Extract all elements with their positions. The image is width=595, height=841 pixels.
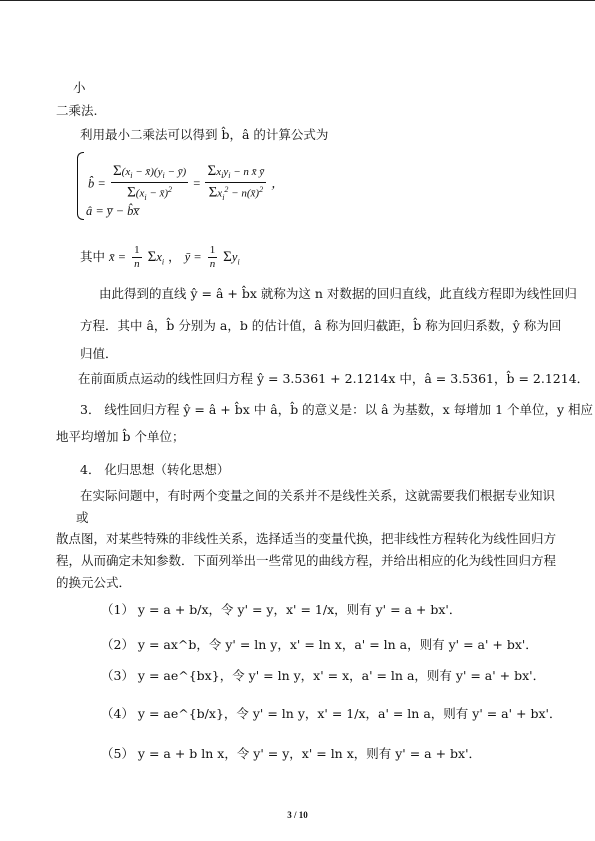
formula-b-lhs: b̂ = bbox=[88, 176, 106, 191]
paragraph-5: 3． 线性回归方程 ŷ = â + b̂x 中 â，b̂ 的意义是：以 â 为基数，x 每增加 1 个单位，y 相应 bbox=[80, 402, 594, 417]
paragraph-9: 或 bbox=[76, 510, 89, 525]
text-line-2: 二乘法. bbox=[56, 103, 98, 118]
curve-equation-4: （4） y = ae^{b/x}，令 y' = ln y，x' = 1/x，a' = ln a，则有 y' = a' + bx'． bbox=[101, 706, 562, 721]
top-rule bbox=[0, 0, 595, 1]
paragraph-11: 程，从而确定未知参数．下面列举出一些常见的曲线方程，并给出相应的化为线性回归方程 bbox=[56, 553, 557, 568]
formula-brace bbox=[77, 152, 84, 220]
page-number: 3 / 10 bbox=[287, 810, 308, 820]
paragraph-3: 归值． bbox=[80, 346, 118, 361]
formula-b-rhs: ， bbox=[271, 176, 284, 191]
formula-b: b̂ = $\frac{\Sigma(x_i - x̄)(y_i - ȳ)}{\Sigma(x_i - x̄)^2}$ = $\frac{\Sigma x_iy_i - n x̄ ȳ}{\Sigma x_i^2 - n(x̄)^2}$ ， bbox=[88, 163, 284, 203]
formula-a: â = y̅ − b̂x̅ bbox=[86, 204, 139, 218]
paragraph-8: 在实际问题中，有时两个变量之间的关系并不是线性关系，这就需要我们根据专业知识 bbox=[80, 488, 556, 503]
text-line-1: 小 bbox=[73, 80, 86, 95]
curve-equation-5: （5） y = a + b ln x，令 y' = y，x' = ln x，则有 y' = a + bx'． bbox=[101, 746, 482, 761]
curve-equation-2: （2） y = ax^b，令 y' = ln y，x' = ln x，a' = ln a，则有 y' = a' + bx'． bbox=[101, 637, 538, 652]
paragraph-1: 由此得到的直线 ŷ = â + b̂x 就称为这 n 对数据的回归直线，此直线方程即为线性回归 bbox=[99, 286, 577, 301]
paragraph-4: 在前面质点运动的线性回归方程 ŷ = 3.5361 + 2.1214x 中，â = 3.5361，b̂ = 2.1214． bbox=[78, 371, 590, 386]
paragraph-12: 的换元公式． bbox=[56, 575, 132, 590]
paragraph-2: 方程．其中 â，b̂ 分别为 a，b 的估计值，â 称为回归截距，b̂ 称为回归系数，ŷ 称为回 bbox=[80, 318, 562, 333]
text-line-3: 利用最小二乘法可以得到 b̂，â 的计算公式为 bbox=[80, 127, 329, 142]
curve-equation-1: （1） y = a + b/x，令 y' = y，x' = 1/x，则有 y' = a + bx'． bbox=[101, 602, 462, 617]
fraction-1: $\frac{\Sigma(x_i - x̄)(y_i - ȳ)}{\Sigma(x_i - x̄)^2}$ bbox=[112, 163, 187, 203]
paragraph-10: 散点图，对某些特殊的非线性关系，选择适当的变量代换，把非线性方程转化为线性回归方 bbox=[56, 531, 557, 546]
where-line: 其中 x̄ = $\frac{1}{n}$ $\Sigma x_i$ ， ȳ = $\frac{1}{n}$ $\Sigma y_i$ bbox=[80, 244, 240, 270]
where-label: 其中 bbox=[80, 249, 106, 264]
paragraph-7: 4． 化归思想（转化思想） bbox=[80, 462, 230, 477]
paragraph-6: 地平均增加 b̂ 个单位； bbox=[56, 429, 185, 444]
fraction-2: $\frac{\Sigma x_iy_i - n x̄ ȳ}{\Sigma x_i^2 - n(x̄)^2}$ bbox=[207, 163, 265, 203]
curve-equation-3: （3） y = ae^{bx}，令 y' = ln y，x' = x，a' = ln a，则有 y' = a' + bx'． bbox=[101, 668, 546, 683]
